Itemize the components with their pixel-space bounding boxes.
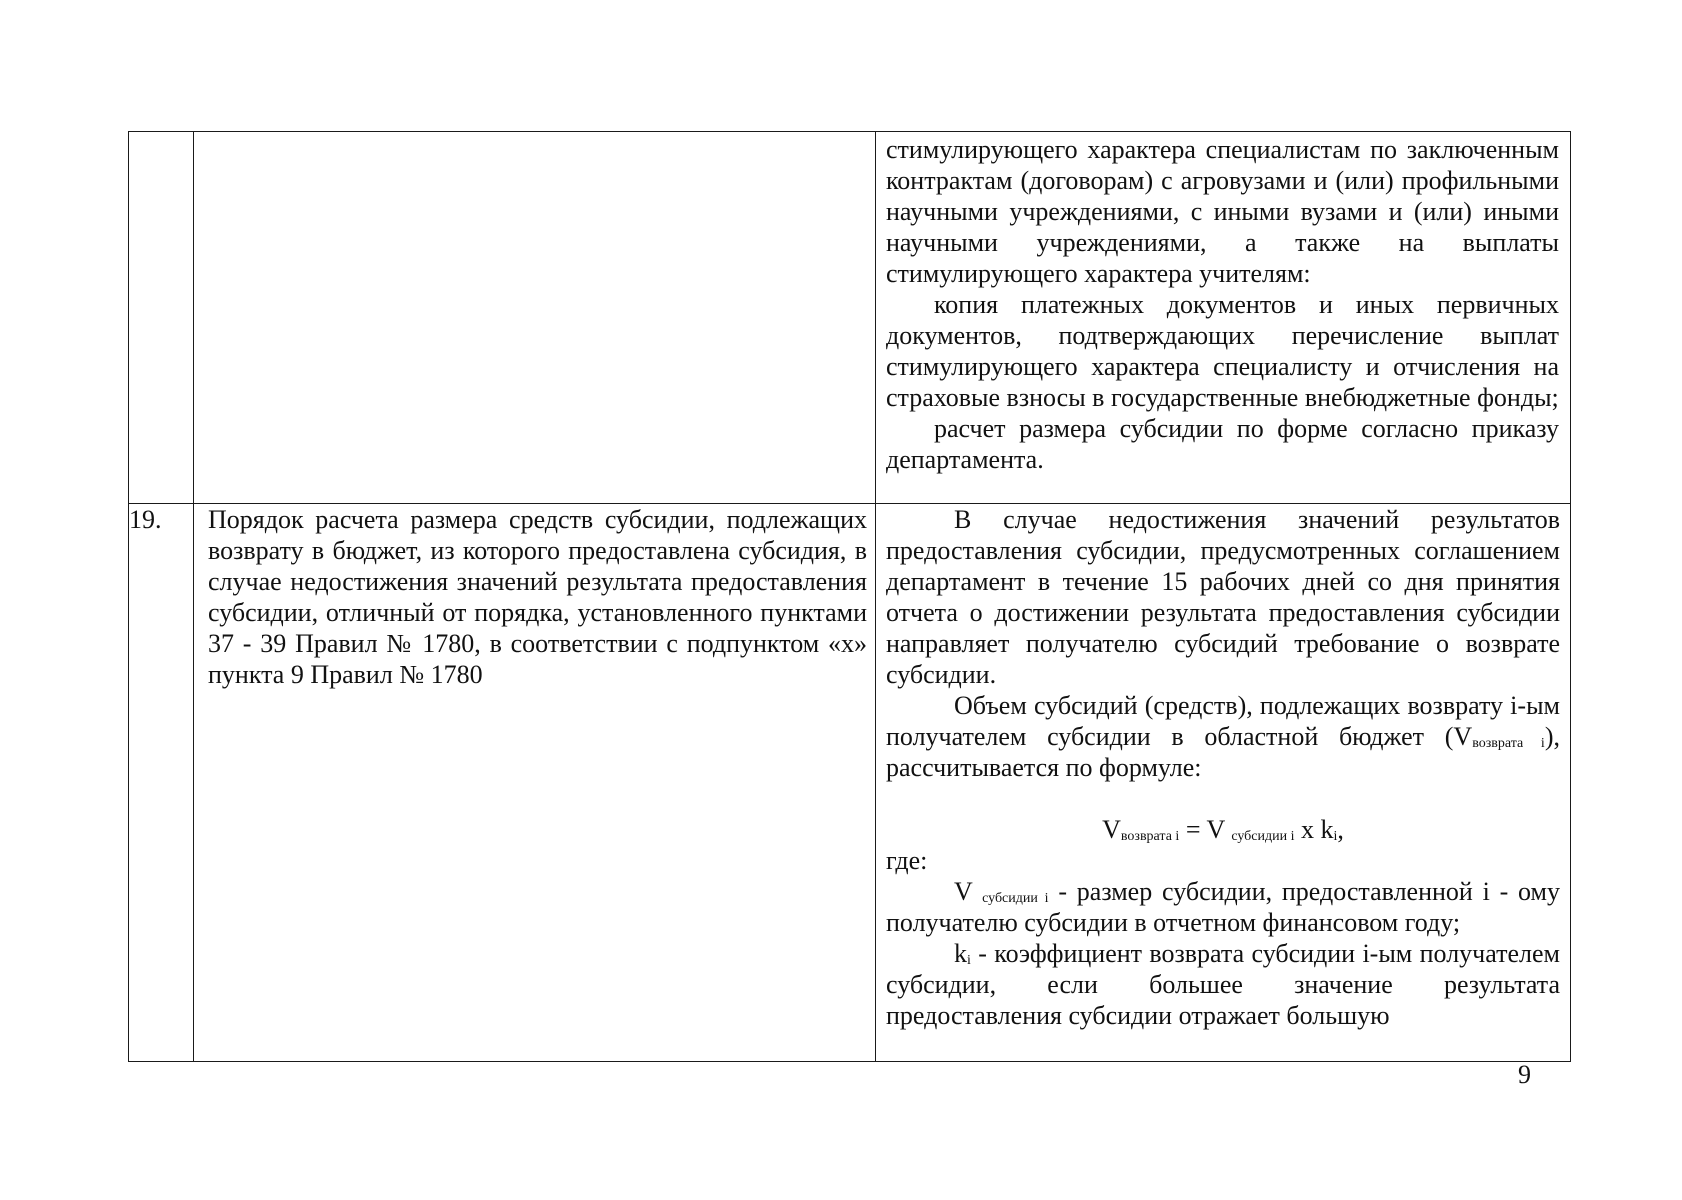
row-name: Порядок расчета размера средств субсидии, подлежащих возврату в бюджет, из которого предоставлена субсидия, в случае недостижения значений результата предоставления субсидии, отличный от порядка, установленного пунктами 37 - 39 Правил № 1780, в соответствии с подпунктом «х» пункта 9 Правил № 1780	[208, 505, 867, 689]
definition-v-subsidy: V $_{субсидии i}$ - размер субсидии, предоставленной i - ому получателю субсидии в отчетном финансовом году;	[886, 877, 1561, 937]
row-number-cell	[129, 132, 194, 504]
page-number: 9	[1518, 1060, 1531, 1089]
definition-k: $k_i$ - коэффициент возврата субсидии i-ым получателем субсидии, если большее значение результата предоставления субсидии отражает большую	[886, 939, 1560, 1030]
row-number: 19.	[129, 505, 162, 534]
content-paragraph: В случае недостижения значений результатов предоставления субсидии, предусмотренных соглашением департамент в течение 15 рабочих дней со дня принятия отчета о достижении результата предоставления субсидии направляет получателю субсидий требование о возврате субсидии.	[886, 505, 1560, 689]
subscript: возврата i	[1472, 736, 1545, 751]
content-paragraph: стимулирующего характера специалистам по заключенным контрактам (договорам) с агровузами и (или) профильными научными учреждениями, с иными вузами и (или) иными научными учреждениями, а также на выплаты стимулирующего характера учителям:	[886, 135, 1559, 288]
row-content-cell	[876, 504, 1571, 1062]
where-label: где:	[886, 846, 928, 875]
row-name	[194, 132, 875, 134]
formula: $V_{возврата i} = V$ $_{субсидии i}$ x $k_i$,	[1102, 815, 1344, 844]
row-name-cell	[194, 132, 876, 504]
table-row-continued	[129, 132, 1571, 504]
table-row-19	[129, 504, 1571, 1062]
content-paragraph: расчет размера субсидии по форме согласно приказу департамента.	[886, 414, 1559, 474]
document-table	[128, 131, 1571, 1062]
content-paragraph: Объем субсидий (средств), подлежащих возврату i-ым получателем субсидии в областной бюджет $(V_{возврата i})$, рассчитывается по формуле:	[886, 691, 1560, 782]
row-number-cell	[129, 504, 194, 1062]
row-name-cell	[194, 504, 876, 1062]
row-content-cell	[876, 132, 1571, 504]
content-paragraph: копия платежных документов и иных первичных документов, подтверждающих перечисление выплат стимулирующего характера специалисту и отчисления на страховые взносы в государственные внебюджетные фонды;	[886, 290, 1559, 412]
